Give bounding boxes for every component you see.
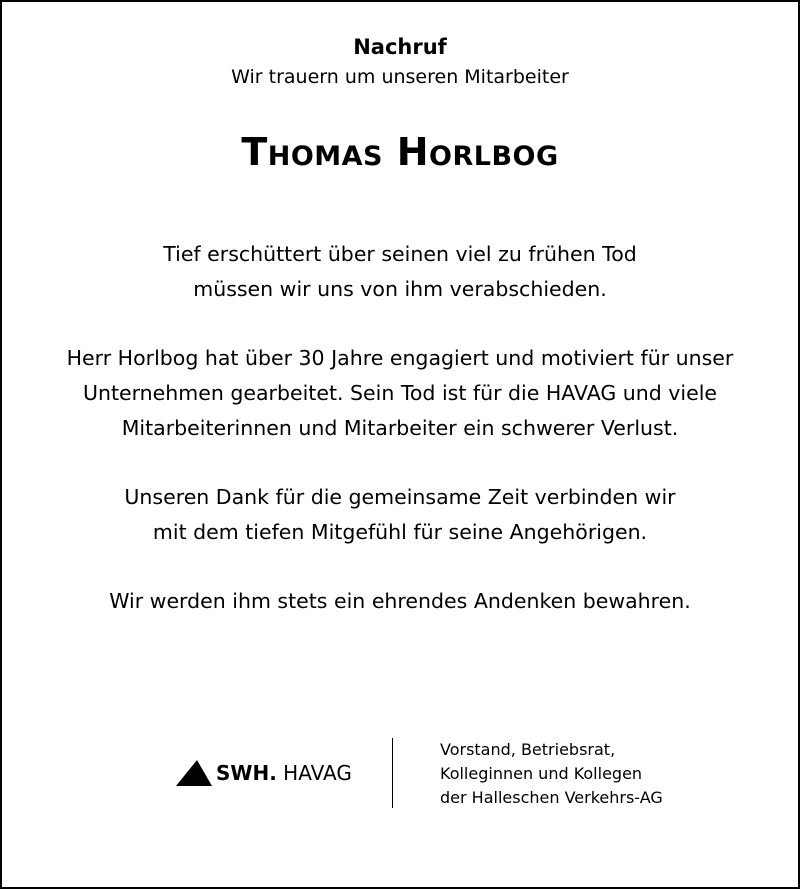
logo-brand-regular: HAVAG (283, 761, 352, 785)
header (2, 32, 798, 92)
footer (2, 738, 798, 810)
text-line: Herr Horlbog hat über 30 Jahre engagiert und motiviert für unser (66, 346, 734, 370)
notice-title: Nachruf (353, 35, 447, 59)
footer-divider (392, 738, 393, 808)
text-line: Mitarbeiterinnen und Mitarbeiter ein schwerer Verlust. (121, 416, 679, 440)
signer-line: der Halleschen Verkehrs-AG (440, 788, 663, 807)
text-line: müssen wir uns von ihm verabschieden. (193, 277, 607, 301)
signer-line: Vorstand, Betriebsrat, (440, 740, 616, 759)
triangle-logo-icon (176, 760, 212, 786)
paragraph-tribute (12, 341, 788, 446)
logo-brand-bold: SWH. (216, 761, 277, 785)
text-line: Unseren Dank für die gemeinsame Zeit verbinden wir (124, 485, 676, 509)
notice-body (12, 237, 788, 653)
paragraph-remembrance (12, 584, 788, 619)
text-line: mit dem tiefen Mitgefühl für seine Angehörigen. (152, 520, 648, 544)
text-line: Unternehmen gearbeitet. Sein Tod ist für die HAVAG und viele (82, 381, 718, 405)
paragraph-thanks (12, 480, 788, 550)
logo-wordmark (216, 761, 352, 785)
text-line: Tief erschüttert über seinen viel zu frühen Tod (163, 242, 637, 266)
signer-line: Kolleginnen und Kollegen (440, 764, 643, 783)
text-line: Wir werden ihm stets ein ehrendes Andenken bewahren. (109, 589, 691, 613)
notice-subtitle: Wir trauern um unseren Mitarbeiter (231, 66, 569, 88)
paragraph-condolence (12, 237, 788, 307)
deceased-name: Thomas Horlbog (241, 130, 559, 174)
signers (440, 738, 663, 810)
